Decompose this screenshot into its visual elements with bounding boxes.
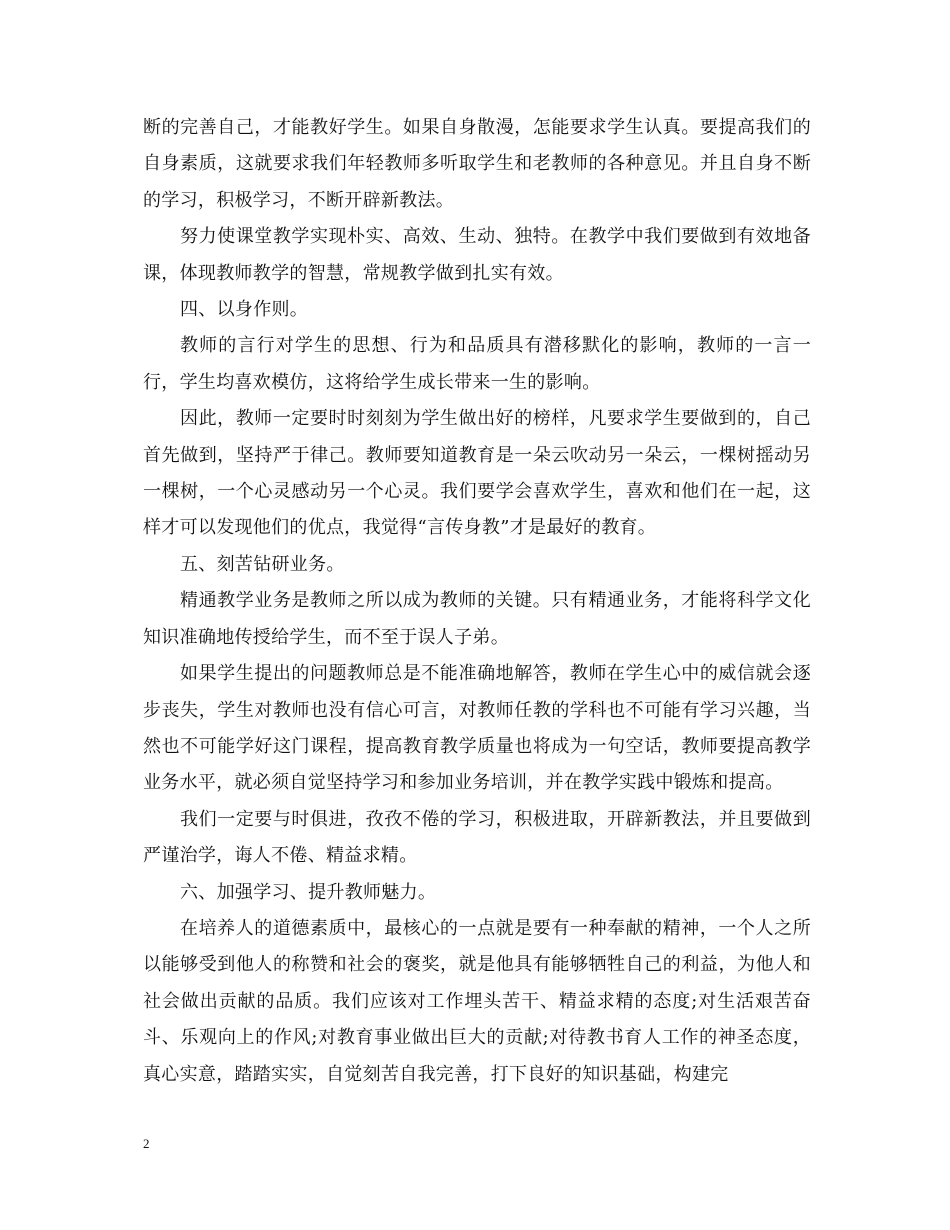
paragraph: 努力使课堂教学实现朴实、高效、生动、独特。在教学中我们要做到有效地备课，体现教师教学的智慧，常规教学做到扎实有效。 [143, 226, 811, 284]
paragraph: 教师的言行对学生的思想、行为和品质具有潜移默化的影响，教师的一言一行，学生均喜欢模仿，这将给学生成长带来一生的影响。 [143, 335, 811, 393]
section-heading: 五、刻苦钻研业务。 [180, 553, 345, 575]
document-body [143, 110, 811, 1093]
section-heading: 六、加强学习、提升教师魅力。 [180, 881, 437, 903]
paragraph: 在培养人的道德素质中，最核心的一点就是要有一种奉献的精神，一个人之所以能够受到他人的称赞和社会的褒奖，就是他具有能够牺牲自己的利益，为他人和社会做出贡献的品质。我们应该对工作埋头苦干、精益求精的态度;对生活艰苦奋斗、乐观向上的作风;对教育事业做出巨大的贡献;对待教书育人工作的神圣态度，真心实意，踏踏实实，自觉刻苦自我完善，打下良好的知识基础，构建完 [143, 917, 811, 1085]
section-heading: 四、以身作则。 [180, 299, 309, 321]
paragraph: 如果学生提出的问题教师总是不能准确地解答，教师在学生心中的威信就会逐步丧失，学生对教师也没有信心可言，对教师任教的学科也不可能有学习兴趣，当然也不可能学好这门课程，提高教育教学质量也将成为一句空话，教师要提高教学业务水平，就必须自觉坚持学习和参加业务培训，并在教学实践中锻炼和提高。 [143, 663, 811, 794]
paragraph: 精通教学业务是教师之所以成为教师的关键。只有精通业务，才能将科学文化知识准确地传授给学生，而不至于误人子弟。 [143, 590, 811, 648]
page-number: 2 [143, 1136, 150, 1151]
paragraph: 因此，教师一定要时时刻刻为学生做出好的榜样，凡要求学生要做到的，自己首先做到，坚持严于律己。教师要知道教育是一朵云吹动另一朵云，一棵树摇动另一棵树，一个心灵感动另一个心灵。我们要学会喜欢学生，喜欢和他们在一起，这样才可以发现他们的优点，我觉得“言传身教”才是最好的教育。 [143, 408, 811, 539]
paragraph: 我们一定要与时俱进，孜孜不倦的学习，积极进取，开辟新教法，并且要做到严谨治学，诲人不倦、精益求精。 [143, 808, 811, 867]
paragraph: 断的完善自己，才能教好学生。如果自身散漫，怎能要求学生认真。要提高我们的自身素质，这就要求我们年轻教师多听取学生和老教师的各种意见。并且自身不断的学习，积极学习，不断开辟新教法。 [143, 117, 811, 211]
